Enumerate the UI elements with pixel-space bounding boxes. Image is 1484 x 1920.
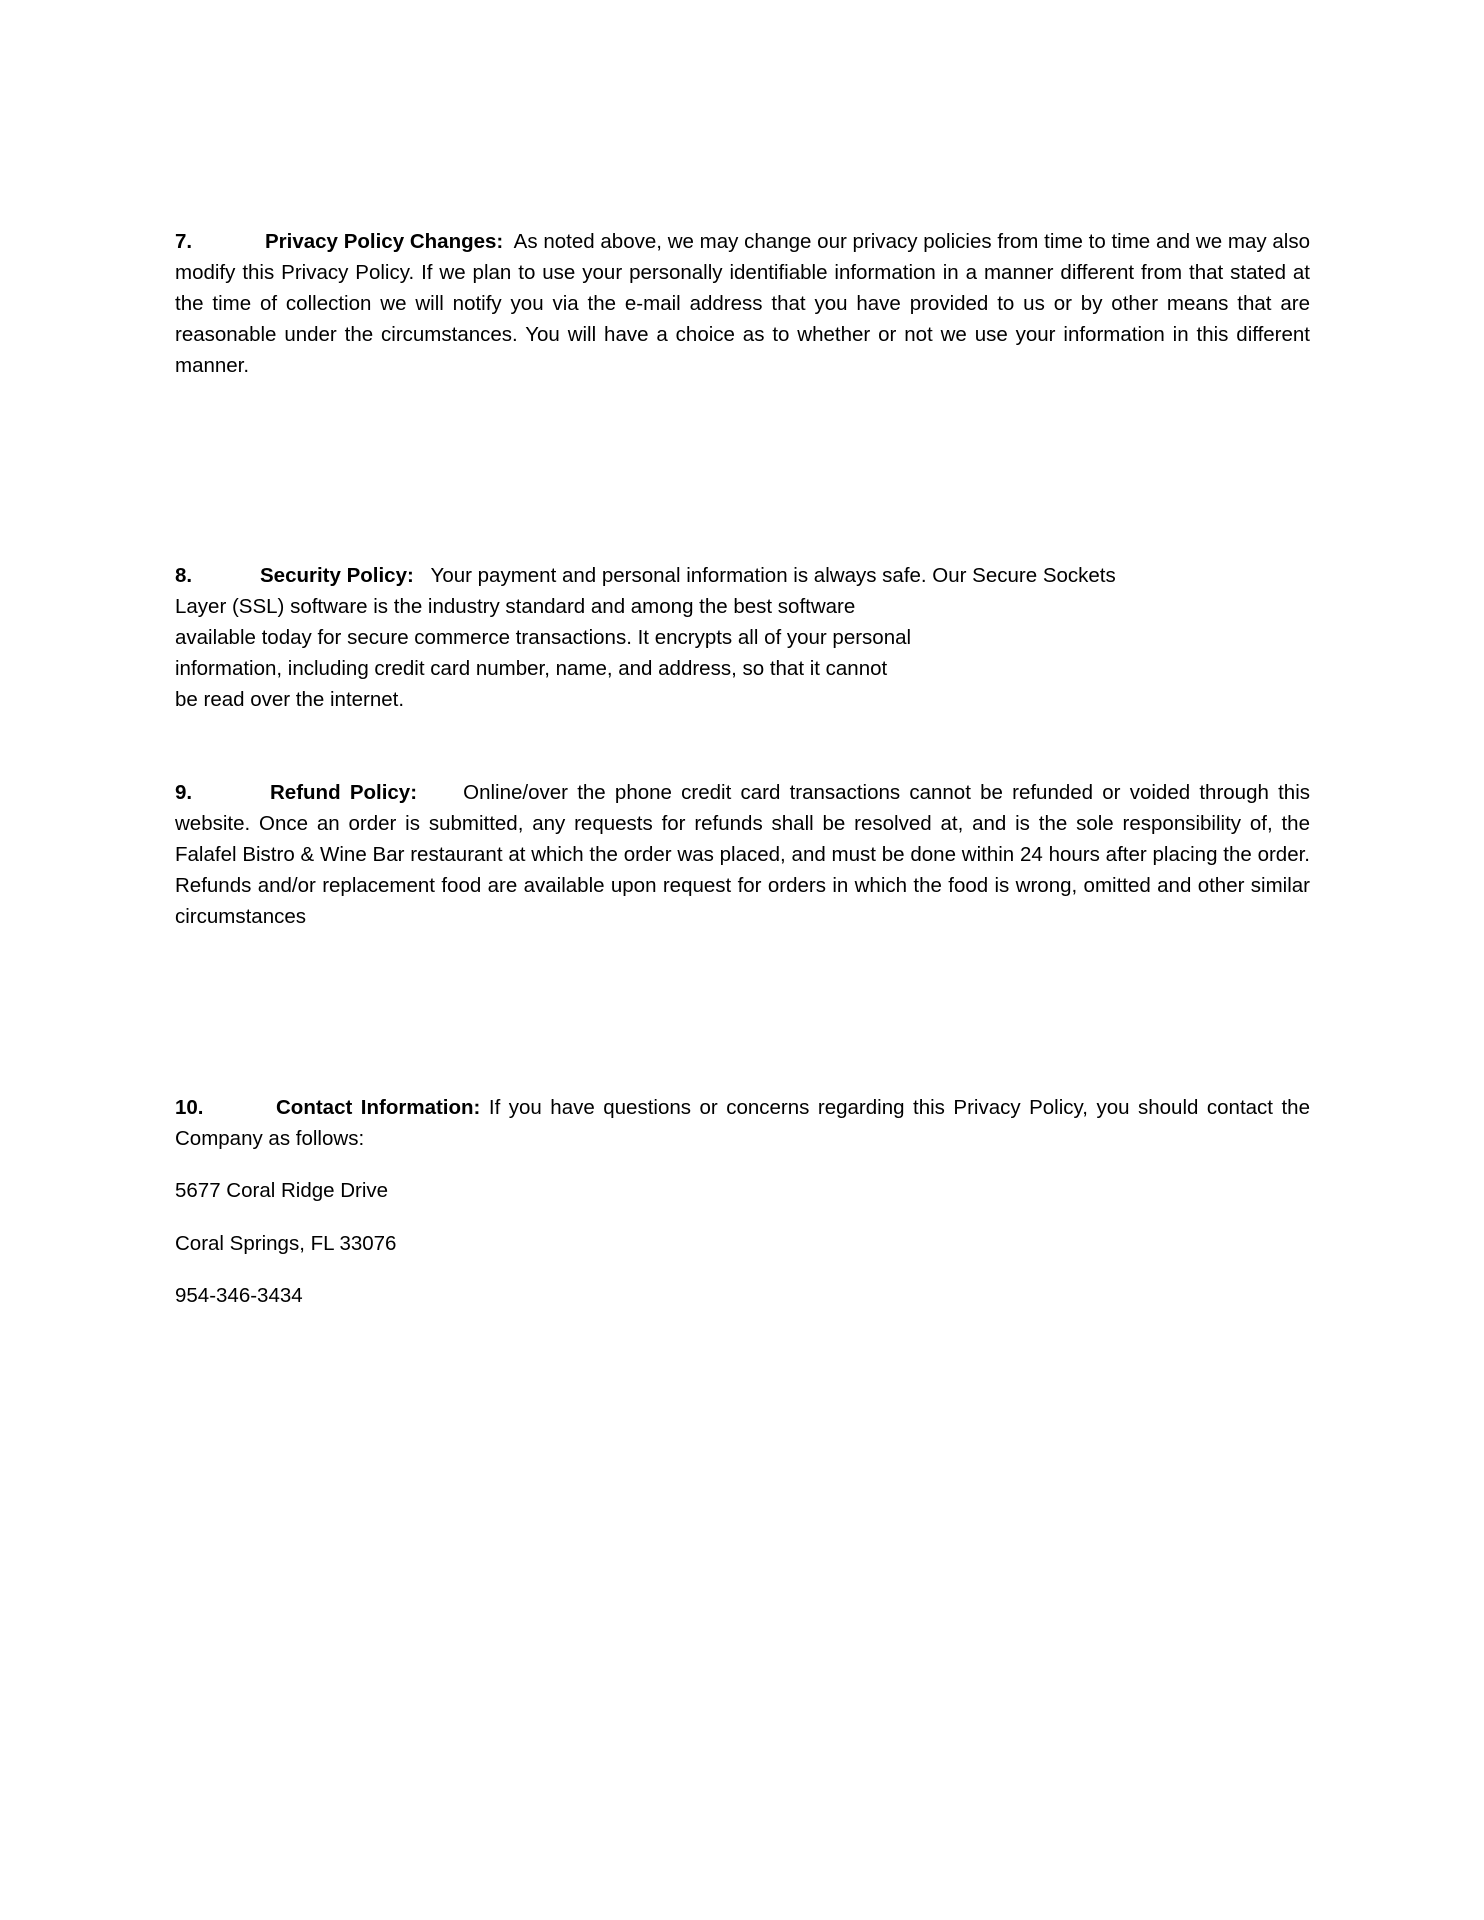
- section-body: If you have questions or concerns regarding this Privacy Policy, you should contact the Company as follows:: [175, 1096, 1310, 1150]
- section-body-line: be read over the internet.: [175, 688, 405, 711]
- section-privacy-policy-changes: [175, 226, 1310, 381]
- section-heading: Contact Information:: [276, 1096, 481, 1119]
- section-heading: Refund Policy:: [270, 781, 418, 804]
- section-body: As noted above, we may change our privacy policies from time to time and we may also modify this Privacy Policy. If we plan to use your personally identifiable information in a manner different from that stated at the time of collection we will notify you via the e-mail address that you have provided to us or by other means that are reasonable under the circumstances. You will have a choice as to whether or not we use your information in this different manner.: [175, 230, 1310, 377]
- section-first-line: [175, 560, 1310, 591]
- section-refund-policy: [175, 777, 1310, 932]
- section-heading: Security Policy:: [260, 564, 414, 587]
- section-body-line: information, including credit card number, name, and address, so that it cannot: [175, 657, 888, 680]
- section-number: 10.: [175, 1096, 204, 1119]
- section-body: Online/over the phone credit card transactions cannot be refunded or voided through this website. Once an order is submitted, any requests for refunds shall be resolved at, and is the sole responsibility of, the Falafel Bistro & Wine Bar restaurant at which the order was placed, and must be done within 24 hours after placing the order. Refunds and/or replacement food are available upon request for orders in which the food is wrong, omitted and other similar circumstances: [175, 781, 1311, 928]
- contact-street: 5677 Coral Ridge Drive: [175, 1179, 389, 1202]
- section-number: 9.: [175, 781, 193, 804]
- section-body-line: available today for secure commerce transactions. It encrypts all of your personal: [175, 626, 912, 649]
- contact-phone: 954-346-3434: [175, 1284, 303, 1307]
- section-contact-information: [175, 1092, 1310, 1154]
- section-number: 8.: [175, 564, 193, 587]
- section-body-line: Layer (SSL) software is the industry standard and among the best software: [175, 595, 856, 618]
- section-body-line: Your payment and personal information is always safe. Our Secure Sockets: [430, 564, 1116, 587]
- section-number: 7.: [175, 230, 193, 253]
- contact-city: Coral Springs, FL 33076: [175, 1232, 397, 1255]
- section-heading: Privacy Policy Changes:: [265, 230, 504, 253]
- section-security-policy: [175, 560, 1310, 715]
